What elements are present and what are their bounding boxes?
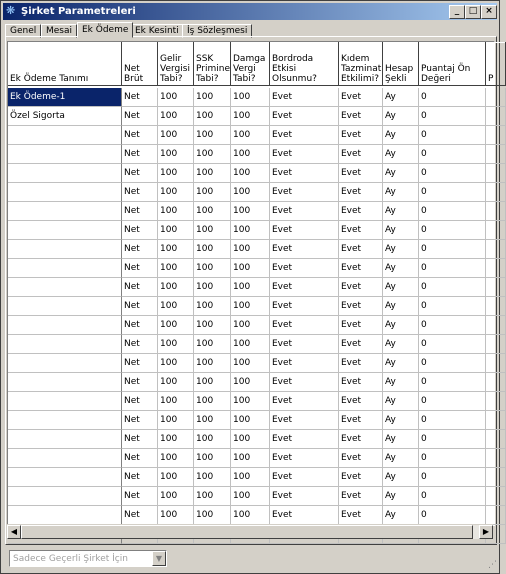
table-row[interactable]: [8, 278, 506, 297]
resize-grip-icon[interactable]: ⋰: [488, 560, 497, 570]
cell-ek-odeme-tanimi[interactable]: [8, 145, 122, 164]
table-cell[interactable]: Net: [122, 354, 158, 373]
cell-ek-odeme-tanimi[interactable]: [8, 297, 122, 316]
table-cell[interactable]: [486, 88, 506, 107]
table-cell[interactable]: 100: [231, 297, 270, 316]
table-cell[interactable]: 100: [231, 278, 270, 297]
table-cell[interactable]: Net: [122, 506, 158, 525]
cell-ek-odeme-tanimi[interactable]: [8, 335, 122, 354]
horizontal-scrollbar[interactable]: [7, 524, 493, 539]
table-cell[interactable]: Net: [122, 430, 158, 449]
table-row[interactable]: [8, 335, 506, 354]
cell-ek-odeme-tanimi[interactable]: Özel Sigorta: [8, 107, 122, 126]
table-cell[interactable]: 100: [158, 335, 194, 354]
table-cell[interactable]: Evet: [270, 392, 339, 411]
table-row[interactable]: [8, 411, 506, 430]
table-cell[interactable]: 0: [419, 487, 486, 506]
table-cell[interactable]: 100: [231, 373, 270, 392]
header-ek-odeme-tanimi[interactable]: Ek Ödeme Tanımı: [8, 42, 122, 86]
table-cell[interactable]: [486, 259, 506, 278]
table-cell[interactable]: 0: [419, 88, 486, 107]
table-cell[interactable]: Evet: [339, 354, 383, 373]
table-cell[interactable]: Net: [122, 107, 158, 126]
table-cell[interactable]: Ay: [383, 297, 419, 316]
table-cell[interactable]: Ay: [383, 354, 419, 373]
header-hesap-sekli[interactable]: Hesap Şekli: [383, 42, 419, 86]
table-cell[interactable]: Evet: [270, 411, 339, 430]
cell-ek-odeme-tanimi[interactable]: [8, 373, 122, 392]
ek-odeme-grid[interactable]: [7, 41, 495, 526]
table-cell[interactable]: 100: [158, 373, 194, 392]
table-cell[interactable]: Evet: [270, 468, 339, 487]
table-cell[interactable]: Evet: [339, 164, 383, 183]
table-cell[interactable]: Ay: [383, 183, 419, 202]
table-cell[interactable]: 100: [158, 126, 194, 145]
table-row[interactable]: [8, 126, 506, 145]
table-cell[interactable]: 100: [194, 335, 231, 354]
table-cell[interactable]: Ay: [383, 259, 419, 278]
table-cell[interactable]: Ay: [383, 430, 419, 449]
table-row[interactable]: [8, 468, 506, 487]
cell-ek-odeme-tanimi[interactable]: [8, 126, 122, 145]
table-cell[interactable]: [486, 430, 506, 449]
table-cell[interactable]: 0: [419, 126, 486, 145]
table-cell[interactable]: Net: [122, 259, 158, 278]
butterfly-icon: ❋: [6, 4, 16, 17]
table-cell[interactable]: [486, 411, 506, 430]
table-cell[interactable]: Ay: [383, 411, 419, 430]
table-cell[interactable]: Net: [122, 240, 158, 259]
table-cell[interactable]: Net: [122, 202, 158, 221]
table-cell[interactable]: 100: [194, 278, 231, 297]
table-cell[interactable]: [486, 316, 506, 335]
table-cell[interactable]: 100: [231, 487, 270, 506]
header-puantaj-on-degeri[interactable]: Puantaj Ön Değeri: [419, 42, 486, 86]
table-cell[interactable]: Ay: [383, 335, 419, 354]
table-cell[interactable]: 0: [419, 392, 486, 411]
table-cell[interactable]: 100: [158, 392, 194, 411]
table-cell[interactable]: [486, 506, 506, 525]
table-cell[interactable]: 100: [231, 335, 270, 354]
table-cell[interactable]: Net: [122, 373, 158, 392]
table-cell[interactable]: Ay: [383, 278, 419, 297]
table-cell[interactable]: [486, 107, 506, 126]
table-cell[interactable]: 0: [419, 183, 486, 202]
table-row[interactable]: [8, 145, 506, 164]
table-cell[interactable]: Ay: [383, 487, 419, 506]
table-cell[interactable]: 0: [419, 316, 486, 335]
table-cell[interactable]: Net: [122, 411, 158, 430]
table-cell[interactable]: 100: [231, 202, 270, 221]
table-cell[interactable]: 100: [231, 354, 270, 373]
table-cell[interactable]: Evet: [270, 107, 339, 126]
table-cell[interactable]: Evet: [270, 354, 339, 373]
table-cell[interactable]: Net: [122, 183, 158, 202]
table-cell[interactable]: 100: [158, 145, 194, 164]
table-cell[interactable]: Evet: [270, 430, 339, 449]
table-cell[interactable]: [486, 240, 506, 259]
cell-ek-odeme-tanimi[interactable]: [8, 240, 122, 259]
table-cell[interactable]: 100: [194, 202, 231, 221]
table-cell[interactable]: 0: [419, 221, 486, 240]
table-cell[interactable]: 100: [231, 240, 270, 259]
table-cell[interactable]: 100: [158, 430, 194, 449]
table-cell[interactable]: Net: [122, 449, 158, 468]
table-cell[interactable]: [486, 354, 506, 373]
header-damga-vergi[interactable]: Damga Vergi Tabi?: [231, 42, 270, 86]
table-cell[interactable]: 100: [158, 487, 194, 506]
table-cell[interactable]: [486, 297, 506, 316]
table-cell[interactable]: 100: [231, 88, 270, 107]
table-cell[interactable]: Ay: [383, 316, 419, 335]
table-cell[interactable]: [486, 221, 506, 240]
table-row[interactable]: [8, 107, 506, 126]
table-cell[interactable]: Evet: [339, 392, 383, 411]
tab-is-sozlesmesi[interactable]: İş Sözleşmesi: [182, 24, 252, 38]
arrow-left-icon[interactable]: ◀: [7, 525, 21, 539]
table-cell[interactable]: Net: [122, 487, 158, 506]
table-cell[interactable]: Ay: [383, 392, 419, 411]
table-cell[interactable]: Evet: [270, 506, 339, 525]
table-cell[interactable]: 100: [231, 259, 270, 278]
tab-ek-kesinti[interactable]: Ek Kesinti: [130, 24, 184, 38]
table-row[interactable]: [8, 373, 506, 392]
table-cell[interactable]: Net: [122, 316, 158, 335]
table-cell[interactable]: Net: [122, 221, 158, 240]
table-cell[interactable]: 100: [194, 126, 231, 145]
table-cell[interactable]: 100: [194, 430, 231, 449]
table-cell[interactable]: Evet: [339, 107, 383, 126]
table-row[interactable]: [8, 183, 506, 202]
table-cell[interactable]: Net: [122, 145, 158, 164]
table-cell[interactable]: Evet: [339, 240, 383, 259]
table-cell[interactable]: Evet: [270, 449, 339, 468]
table-cell[interactable]: 100: [194, 392, 231, 411]
table-cell[interactable]: Ay: [383, 449, 419, 468]
cell-ek-odeme-tanimi[interactable]: [8, 430, 122, 449]
table-cell[interactable]: Ay: [383, 164, 419, 183]
table-cell[interactable]: [486, 202, 506, 221]
table-cell[interactable]: Evet: [270, 259, 339, 278]
table-row[interactable]: [8, 449, 506, 468]
table-cell[interactable]: 100: [231, 126, 270, 145]
table-cell[interactable]: Evet: [339, 202, 383, 221]
table-cell[interactable]: 100: [158, 278, 194, 297]
table-row[interactable]: [8, 392, 506, 411]
table-cell[interactable]: Evet: [270, 297, 339, 316]
table-row[interactable]: [8, 240, 506, 259]
table-cell[interactable]: Evet: [339, 411, 383, 430]
table-cell[interactable]: Evet: [270, 164, 339, 183]
table-row[interactable]: [8, 354, 506, 373]
table-row[interactable]: [8, 297, 506, 316]
table-cell[interactable]: 100: [158, 183, 194, 202]
table-cell[interactable]: Evet: [339, 449, 383, 468]
table-cell[interactable]: 0: [419, 278, 486, 297]
table-cell[interactable]: 100: [231, 221, 270, 240]
table-cell[interactable]: Ay: [383, 468, 419, 487]
table-cell[interactable]: Evet: [339, 278, 383, 297]
table-cell[interactable]: 100: [158, 88, 194, 107]
table-cell[interactable]: Evet: [270, 145, 339, 164]
table-cell[interactable]: 0: [419, 430, 486, 449]
table-cell[interactable]: 0: [419, 506, 486, 525]
header-p[interactable]: P: [486, 42, 506, 86]
header-kidem-tazminat[interactable]: Kıdem Tazminat Etkilimi?: [339, 42, 383, 86]
cell-ek-odeme-tanimi[interactable]: [8, 202, 122, 221]
table-cell[interactable]: 100: [194, 468, 231, 487]
table-cell[interactable]: Ay: [383, 107, 419, 126]
table-cell[interactable]: Evet: [270, 316, 339, 335]
cell-ek-odeme-tanimi[interactable]: [8, 392, 122, 411]
table-cell[interactable]: 100: [194, 145, 231, 164]
table-cell[interactable]: 0: [419, 259, 486, 278]
table-cell[interactable]: 100: [231, 107, 270, 126]
table-cell[interactable]: [486, 183, 506, 202]
table-cell[interactable]: 100: [158, 449, 194, 468]
table-cell[interactable]: 100: [194, 354, 231, 373]
header-gelir-vergisi[interactable]: Gelir Vergisi Tabi?: [158, 42, 194, 86]
table-cell[interactable]: Evet: [339, 335, 383, 354]
tab-mesai[interactable]: Mesai: [41, 24, 77, 38]
table-cell[interactable]: 100: [231, 392, 270, 411]
table-cell[interactable]: 100: [194, 297, 231, 316]
table-cell[interactable]: 100: [231, 430, 270, 449]
table-cell[interactable]: [486, 449, 506, 468]
table-cell[interactable]: [486, 487, 506, 506]
table-cell[interactable]: Evet: [270, 278, 339, 297]
scope-combobox-value: Sadece Geçerli Şirket İçin: [13, 554, 128, 564]
cell-ek-odeme-tanimi[interactable]: [8, 183, 122, 202]
table-cell[interactable]: Evet: [339, 126, 383, 145]
table-cell[interactable]: 100: [194, 259, 231, 278]
table-cell[interactable]: 0: [419, 411, 486, 430]
header-bordroda-etkisi[interactable]: Bordroda Etkisi Olsunmu?: [270, 42, 339, 86]
cell-ek-odeme-tanimi[interactable]: [8, 487, 122, 506]
table-cell[interactable]: Evet: [339, 221, 383, 240]
table-cell[interactable]: 0: [419, 202, 486, 221]
cell-ek-odeme-tanimi[interactable]: [8, 354, 122, 373]
table-cell[interactable]: 100: [158, 297, 194, 316]
table-cell[interactable]: 100: [231, 449, 270, 468]
table-cell[interactable]: 100: [158, 468, 194, 487]
table-cell[interactable]: [486, 373, 506, 392]
table-row[interactable]: [8, 316, 506, 335]
table-cell[interactable]: 100: [231, 164, 270, 183]
table-cell[interactable]: 100: [194, 506, 231, 525]
table-cell[interactable]: 0: [419, 449, 486, 468]
table-cell[interactable]: Net: [122, 126, 158, 145]
table-cell[interactable]: Net: [122, 297, 158, 316]
table-cell[interactable]: 100: [194, 316, 231, 335]
table-cell[interactable]: Evet: [270, 183, 339, 202]
title-bar[interactable]: [3, 3, 497, 20]
table-cell[interactable]: 0: [419, 145, 486, 164]
table-cell[interactable]: 100: [158, 506, 194, 525]
table-cell[interactable]: 100: [194, 107, 231, 126]
scroll-thumb[interactable]: [21, 525, 473, 539]
table-cell[interactable]: 100: [194, 164, 231, 183]
cell-ek-odeme-tanimi[interactable]: [8, 164, 122, 183]
table-row[interactable]: [8, 430, 506, 449]
maximize-button[interactable]: □: [465, 5, 481, 19]
chevron-down-icon[interactable]: ▼: [152, 551, 166, 566]
table-cell[interactable]: Evet: [270, 373, 339, 392]
close-button[interactable]: ×: [481, 5, 497, 19]
table-cell[interactable]: 100: [231, 316, 270, 335]
table-cell[interactable]: Evet: [339, 430, 383, 449]
table-row[interactable]: [8, 202, 506, 221]
table-cell[interactable]: [486, 126, 506, 145]
table-cell[interactable]: 0: [419, 468, 486, 487]
cell-ek-odeme-tanimi[interactable]: [8, 449, 122, 468]
table-cell[interactable]: 100: [194, 449, 231, 468]
table-cell[interactable]: 100: [194, 221, 231, 240]
table-cell[interactable]: 100: [231, 506, 270, 525]
header-net-brut[interactable]: Net Brüt: [122, 42, 158, 86]
table-cell[interactable]: 100: [158, 411, 194, 430]
table-cell[interactable]: 100: [158, 164, 194, 183]
table-cell[interactable]: Ay: [383, 240, 419, 259]
table-cell[interactable]: Net: [122, 392, 158, 411]
table-cell[interactable]: 100: [194, 88, 231, 107]
table-cell[interactable]: Ay: [383, 202, 419, 221]
table-cell[interactable]: 100: [231, 468, 270, 487]
table-cell[interactable]: 0: [419, 297, 486, 316]
table-cell[interactable]: Ay: [383, 506, 419, 525]
cell-ek-odeme-tanimi[interactable]: [8, 506, 122, 525]
table-cell[interactable]: [486, 278, 506, 297]
table-cell[interactable]: 0: [419, 335, 486, 354]
table-cell[interactable]: Evet: [339, 145, 383, 164]
minimize-button[interactable]: _: [449, 5, 465, 19]
table-cell[interactable]: Net: [122, 468, 158, 487]
table-cell[interactable]: 100: [158, 221, 194, 240]
tab-ek-odeme[interactable]: Ek Ödeme: [77, 22, 133, 38]
table-cell[interactable]: Evet: [339, 468, 383, 487]
table-cell[interactable]: Evet: [339, 487, 383, 506]
table-row[interactable]: [8, 259, 506, 278]
table-row[interactable]: [8, 221, 506, 240]
table-cell[interactable]: Evet: [270, 202, 339, 221]
table-cell[interactable]: Evet: [270, 221, 339, 240]
arrow-right-icon[interactable]: ▶: [479, 525, 493, 539]
table-cell[interactable]: Evet: [270, 487, 339, 506]
table-cell[interactable]: [486, 392, 506, 411]
table-cell[interactable]: [486, 145, 506, 164]
table-cell[interactable]: Ay: [383, 88, 419, 107]
table-cell[interactable]: 100: [194, 411, 231, 430]
table-cell[interactable]: Net: [122, 164, 158, 183]
table-cell[interactable]: [486, 468, 506, 487]
table-cell[interactable]: 100: [231, 411, 270, 430]
table-cell[interactable]: Evet: [339, 183, 383, 202]
table-cell[interactable]: 100: [194, 373, 231, 392]
table-cell[interactable]: Ay: [383, 221, 419, 240]
table-cell[interactable]: 100: [158, 202, 194, 221]
cell-ek-odeme-tanimi[interactable]: [8, 411, 122, 430]
table-cell[interactable]: Evet: [339, 297, 383, 316]
table-cell[interactable]: Net: [122, 278, 158, 297]
table-row[interactable]: [8, 487, 506, 506]
cell-ek-odeme-tanimi[interactable]: [8, 278, 122, 297]
table-cell[interactable]: 100: [158, 316, 194, 335]
table-cell[interactable]: 100: [158, 354, 194, 373]
table-cell[interactable]: 0: [419, 354, 486, 373]
table-cell[interactable]: 100: [158, 259, 194, 278]
table-cell[interactable]: 100: [231, 183, 270, 202]
table-row[interactable]: [8, 88, 506, 107]
table-cell[interactable]: [486, 164, 506, 183]
cell-ek-odeme-tanimi[interactable]: [8, 259, 122, 278]
cell-ek-odeme-tanimi[interactable]: Ek Ödeme-1: [8, 88, 122, 107]
table-cell[interactable]: Net: [122, 335, 158, 354]
table-cell[interactable]: Evet: [270, 88, 339, 107]
table-cell[interactable]: 100: [194, 183, 231, 202]
table-cell[interactable]: 100: [158, 107, 194, 126]
table-cell[interactable]: 0: [419, 164, 486, 183]
window-title: Şirket Parametreleri: [21, 6, 136, 17]
tab-genel[interactable]: Genel: [5, 24, 41, 38]
cell-ek-odeme-tanimi[interactable]: [8, 468, 122, 487]
header-ssk-primi[interactable]: SSK Primine Tabi?: [194, 42, 231, 86]
table-cell[interactable]: Ay: [383, 145, 419, 164]
table-cell[interactable]: Evet: [339, 316, 383, 335]
table-cell[interactable]: 0: [419, 373, 486, 392]
table-cell[interactable]: Evet: [339, 88, 383, 107]
table-cell[interactable]: Evet: [270, 335, 339, 354]
table-cell[interactable]: Net: [122, 88, 158, 107]
table-cell[interactable]: 100: [158, 240, 194, 259]
table-row[interactable]: [8, 164, 506, 183]
table-cell[interactable]: Evet: [339, 506, 383, 525]
table-cell[interactable]: Evet: [270, 126, 339, 145]
table-cell[interactable]: 100: [231, 145, 270, 164]
table-cell[interactable]: Ay: [383, 373, 419, 392]
scope-combobox[interactable]: [9, 550, 167, 567]
table-cell[interactable]: 100: [194, 487, 231, 506]
cell-ek-odeme-tanimi[interactable]: [8, 316, 122, 335]
table-cell[interactable]: [486, 335, 506, 354]
table-cell[interactable]: Evet: [270, 240, 339, 259]
cell-ek-odeme-tanimi[interactable]: [8, 221, 122, 240]
table-cell[interactable]: Ay: [383, 126, 419, 145]
table-row[interactable]: [8, 506, 506, 525]
table-cell[interactable]: 0: [419, 107, 486, 126]
table-cell[interactable]: Evet: [339, 259, 383, 278]
table-cell[interactable]: 100: [194, 240, 231, 259]
table-cell[interactable]: Evet: [339, 373, 383, 392]
table-cell[interactable]: 0: [419, 240, 486, 259]
